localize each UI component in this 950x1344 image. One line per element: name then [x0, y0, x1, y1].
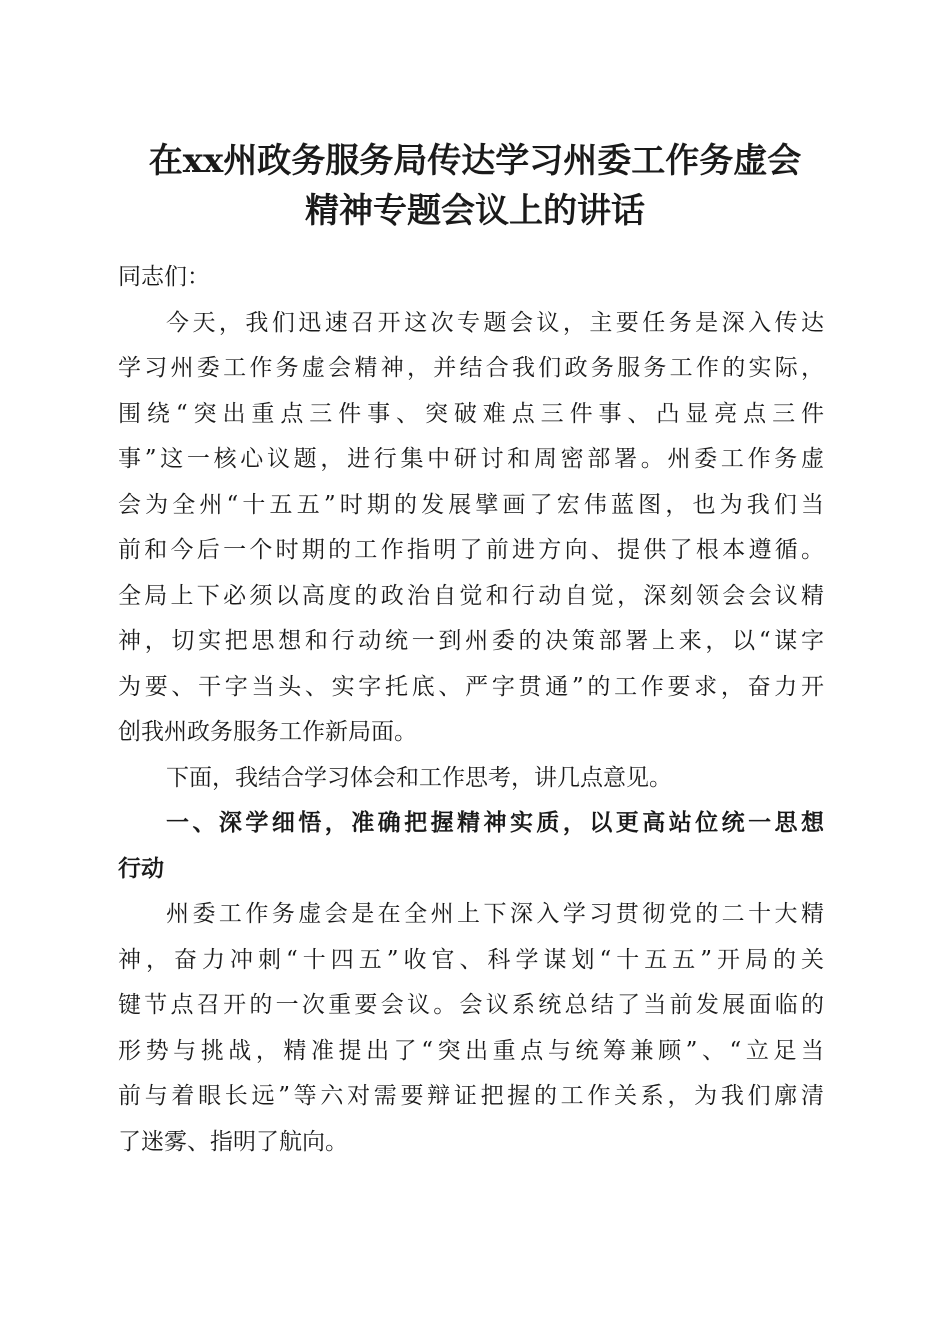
- paragraph-transition: [118, 756, 824, 802]
- paragraph-line: 全局上下必须以高度的政治自觉和行动自觉，深刻领会会议精: [118, 582, 824, 609]
- paragraph-line: 创我州政务服务工作新局面。: [118, 719, 417, 745]
- document-body: [118, 255, 824, 1165]
- paragraph-line: 学习州委工作务虚会精神，并结合我们政务服务工作的实际，: [118, 355, 824, 381]
- salutation: 同志们：: [118, 264, 210, 290]
- paragraph-line: 为要、干字当头、实字托底、严字贯通”的工作要求，奋力开: [118, 673, 824, 700]
- paragraph-line: 下面，我结合学习体会和工作思考，讲几点意见。: [166, 764, 672, 791]
- heading-line: 行动: [118, 855, 164, 882]
- document-title: [100, 136, 850, 236]
- paragraph-line: 今天，我们迅速召开这次专题会议，主要任务是深入传达: [166, 309, 824, 336]
- paragraph-line: 神，奋力冲刺“十四五”收官、科学谋划“十五五”开局的关: [118, 946, 824, 973]
- title-line-1: 在xx州政务服务局传达学习州委工作务虚会: [148, 141, 802, 181]
- paragraph-section-1: [118, 892, 824, 1165]
- paragraph-intro: [118, 301, 824, 756]
- title-line-2: 精神专题会议上的讲话: [305, 191, 645, 231]
- heading-line: 一、深学细悟，准确把握精神实质，以更高站位统一思想: [166, 810, 824, 836]
- section-heading-1: [118, 801, 824, 892]
- paragraph-line: 州委工作务虚会是在全州上下深入学习贯彻党的二十大精: [166, 901, 824, 927]
- paragraph-line: 围绕“突出重点三件事、突破难点三件事、凸显亮点三件: [118, 400, 824, 427]
- paragraph-line: 事”这一核心议题，进行集中研讨和周密部署。州委工作务虚: [118, 446, 824, 472]
- paragraph-line: 前和今后一个时期的工作指明了前进方向、提供了根本遵循。: [118, 537, 824, 563]
- paragraph-line: 键节点召开的一次重要会议。会议系统总结了当前发展面临的: [118, 992, 824, 1018]
- paragraph-line: 神，切实把思想和行动统一到州委的决策部署上来，以“谋字: [118, 628, 824, 654]
- paragraph-line: 形势与挑战，精准提出了“突出重点与统筹兼顾”、“立足当: [118, 1037, 824, 1064]
- paragraph-line: 会为全州“十五五”时期的发展擘画了宏伟蓝图，也为我们当: [118, 491, 824, 518]
- paragraph-line: 前与着眼长远”等六对需要辩证把握的工作关系，为我们廓清: [118, 1083, 824, 1109]
- paragraph-line: 了迷雾、指明了航向。: [118, 1128, 348, 1155]
